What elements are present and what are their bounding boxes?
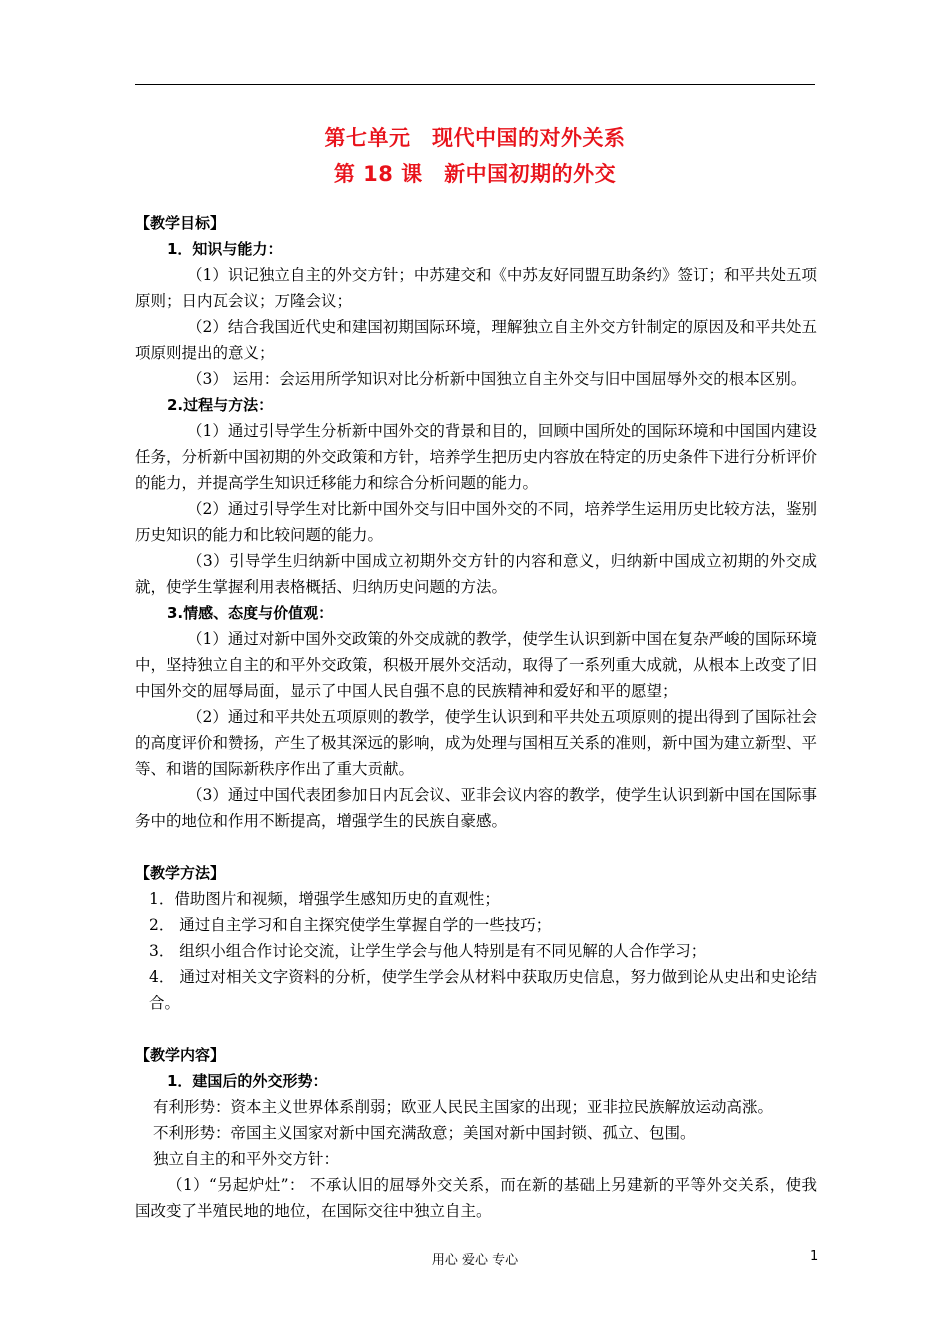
favorable-situation: 有利形势：资本主义世界体系削弱；欧亚人民民主国家的出现；亚非拉民族解放运动高涨。 bbox=[153, 1098, 774, 1116]
attitude-item: （3）通过中国代表团参加日内瓦会议、亚非会议内容的教学，使学生认识到新中国在国际事务中的地位和作用不断提高，增强学生的民族自豪感。 bbox=[135, 786, 817, 830]
process-item: （3）引导学生归纳新中国成立初期外交方针的内容和意义，归纳新中国成立初期的外交成就，使学生掌握利用表格概括、归纳历史问题的方法。 bbox=[135, 552, 817, 596]
teaching-content-heading: 【教学内容】 bbox=[135, 1046, 226, 1064]
process-item: （1）通过引导学生分析新中国外交的背景和目的，回顾中国所处的国际环境和中国国内建设任务，分析新中国初期的外交政策和方针，培养学生把历史内容放在特定的历史条件下进行分析评价的能力，并提高学生知识迁移能力和综合分析问题的能力。 bbox=[135, 422, 818, 492]
attitude-label: 3.情感、态度与价值观： bbox=[167, 604, 334, 622]
teaching-methods-heading: 【教学方法】 bbox=[135, 864, 226, 882]
teaching-goals-heading: 【教学目标】 bbox=[135, 214, 226, 232]
lesson-title: 第 18 课 新中国初期的外交 bbox=[333, 162, 617, 186]
method-item: 3． 组织小组合作讨论交流，让学生学会与他人特别是有不同见解的人合作学习； bbox=[149, 942, 707, 960]
knowledge-item: （3） 运用：会运用所学知识对比分析新中国独立自主外交与旧中国屈辱外交的根本区别。 bbox=[187, 370, 807, 388]
document-body bbox=[135, 210, 817, 1224]
policy-label: 独立自主的和平外交方针： bbox=[153, 1150, 340, 1168]
attitude-item: （1）通过对新中国外交政策的外交成就的教学，使学生认识到新中国在复杂严峻的国际环境中，坚持独立自主的和平外交政策，积极开展外交活动，取得了一系列重大成就，从根本上改变了旧中国外交的屈辱局面，显示了中国人民自强不息的民族精神和爱好和平的愿望； bbox=[135, 630, 818, 700]
knowledge-item: （2）结合我国近代史和建国初期国际环境，理解独立自主外交方针制定的原因及和平共处五项原则提出的意义； bbox=[135, 318, 817, 362]
method-item: 4． 通过对相关文字资料的分析，使学生学会从材料中获取历史信息，努力做到论从史出和史论结合。 bbox=[149, 968, 817, 1012]
unfavorable-situation: 不利形势：帝国主义国家对新中国充满敌意；美国对新中国封锁、孤立、包围。 bbox=[153, 1124, 696, 1142]
method-item: 1．借助图片和视频，增强学生感知历史的直观性； bbox=[149, 890, 500, 908]
unit-title: 第七单元 现代中国的对外关系 bbox=[324, 126, 626, 150]
process-item: （2）通过引导学生对比新中国外交与旧中国外交的不同，培养学生运用历史比较方法，鉴别历史知识的能力和比较问题的能力。 bbox=[135, 500, 817, 544]
policy-item: （1）“另起炉灶”： 不承认旧的屈辱外交关系，而在新的基础上另建新的平等外交关系，使我国改变了半殖民地的地位，在国际交往中独立自主。 bbox=[135, 1176, 817, 1220]
knowledge-label: 1．知识与能力： bbox=[167, 240, 283, 258]
attitude-item: （2）通过和平共处五项原则的教学，使学生认识到和平共处五项原则的提出得到了国际社会的高度评价和赞扬，产生了极其深远的影响，成为处理与国相互关系的准则，新中国为建立新型、平等、和谐的国际新秩序作出了重大贡献。 bbox=[135, 708, 818, 778]
process-label: 2.过程与方法： bbox=[167, 396, 274, 414]
page-number: 1 bbox=[810, 1249, 819, 1264]
situation-label: 1．建国后的外交形势： bbox=[167, 1072, 328, 1090]
footer-motto: 用心 爱心 专心 bbox=[431, 1253, 519, 1268]
knowledge-item: （1）识记独立自主的外交方针；中苏建交和《中苏友好同盟互助条约》签订；和平共处五项原则；日内瓦会议；万隆会议； bbox=[135, 266, 817, 310]
header-rule bbox=[135, 84, 815, 85]
method-item: 2． 通过自主学习和自主探究使学生掌握自学的一些技巧； bbox=[149, 916, 552, 934]
